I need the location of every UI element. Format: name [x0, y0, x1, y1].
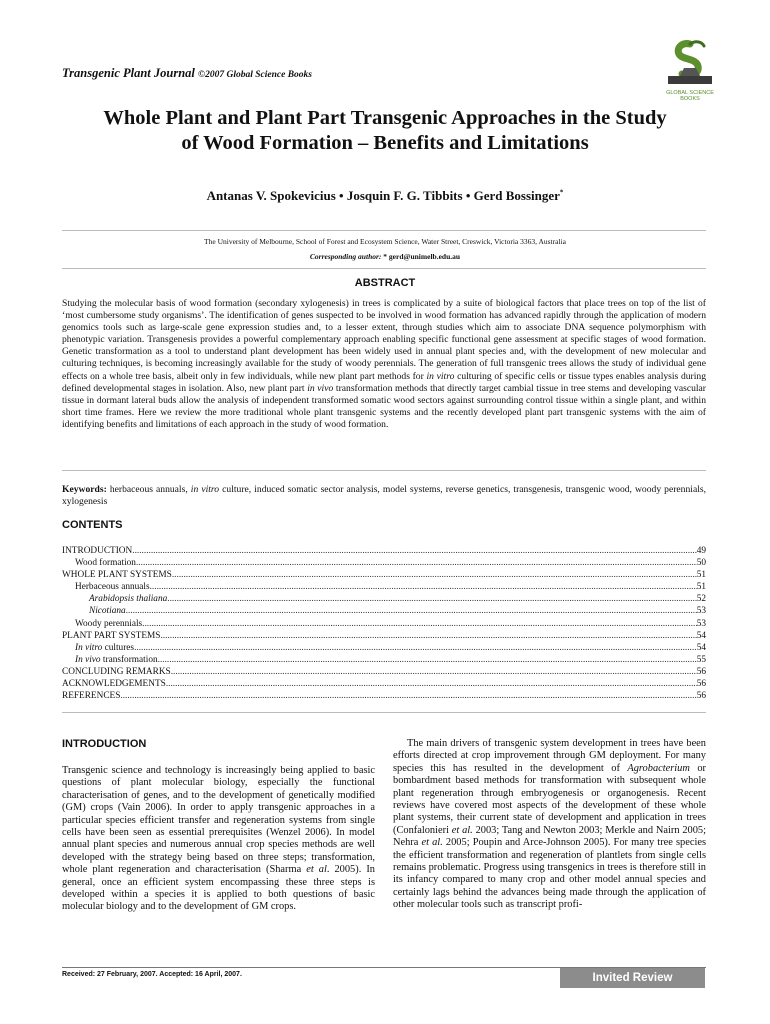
author-list	[40, 188, 730, 204]
toc-entry-in-vivo-transformation[interactable]: In vivo transformation ..... 55	[62, 654, 706, 666]
corresponding-label: Corresponding author:	[309, 252, 382, 261]
toc-entry-acknowledgements[interactable]: ACKNOWLEDGEMENTS ..... 56	[62, 678, 706, 690]
toc-entry-in-vitro-cultures[interactable]: In vitro cultures ..... 54	[62, 642, 706, 654]
copyright: ©2007 Global Science Books	[198, 70, 312, 80]
logo-caption	[655, 90, 725, 102]
corresponding-mark: *	[559, 188, 564, 197]
logo-text-line-1: GLOBAL SCIENCE	[666, 90, 714, 96]
divider	[62, 230, 706, 231]
article-title	[40, 106, 730, 156]
title-line-1: Whole Plant and Plant Part Transgenic Approaches in the Study	[103, 107, 667, 129]
toc-entry-whole-plant-systems[interactable]: WHOLE PLANT SYSTEMS ..... 51	[62, 569, 706, 581]
abstract-text: Studying the molecular basis of wood formation (secondary xylogenesis) in trees is complicated by a suite of biological factors that place trees on top of the list of ‘most cumbersome study organisms’. The identification of genes suspected to be involved in wood formation has advanced rapidly through the application of modern genomics tools such as large-scale gene expression studies and, to a lesser extent, through studies which aim to associate DNA sequence polymorphism with phenotypic variation. Transgenesis provides a powerful complementary approach enabling specific functional gene assessment at specific stages of wood formation. Genetic transformation as a tool to understand plant development has been widely used in annual plant species and, with the development of new molecular and culturing techniques, is becoming increasingly available for the study of woody perennials. The generation of full transgenic trees allows the study of individual gene effects on a whole tree basis, albeit only in few individuals, while new plant part methods for in vitro culturing of specific cells or tissue types enables analysis during defined developmental stages in isolation. Also, new plant part in vivo transformation methods that directly target cambial tissue in tree stems and developing vascular tissue in dormant lateral buds allow the analysis of independent transformed somatic wood sectors against surrounding control tissue within a single plant, and within short time frames. Here we review the more traditional whole plant transgenic systems and the recently developed plant part transgenic systems with the aim of identifying benefits and limitations of each approach in the study of wood formation.	[62, 298, 707, 430]
introduction-heading: INTRODUCTION	[62, 738, 147, 750]
logo-text-line-2: BOOKS	[680, 96, 700, 102]
abstract-heading: ABSTRACT	[354, 277, 416, 289]
toc-entry-wood-formation[interactable]: Wood formation ..... 50	[62, 557, 706, 569]
divider	[62, 712, 706, 713]
corresponding-email: * gerd@unimelb.edu.au	[381, 252, 461, 261]
toc-entry-nicotiana[interactable]: Nicotiana ..... 53	[62, 605, 706, 617]
divider	[62, 470, 706, 471]
journal-name: Transgenic Plant Journal	[62, 66, 195, 80]
toc-entry-concluding-remarks[interactable]: CONCLUDING REMARKS ..... 56	[62, 666, 706, 678]
received-dates: Received: 27 February, 2007. Accepted: 16 April, 2007.	[62, 971, 242, 978]
affiliation: The University of Melbourne, School of Forest and Ecosystem Science, Water Street, Creswick, Victoria 3363, Australia	[204, 237, 566, 246]
toc-entry-arabidopsis[interactable]: Arabidopsis thaliana ..... 52	[62, 593, 706, 605]
corresponding-author	[40, 252, 730, 261]
keywords: Keywords: herbaceous annuals, in vitro culture, induced somatic sector analysis, model systems, reverse genetics, transgenesis, transgenic wood, woody perennials, xylogenesis	[62, 484, 706, 508]
intro-right-column: The main drivers of transgenic system development in trees have been efforts directed at crop improvement through GM deployment. For many species this has resulted in the development of Agrobacterium or bombardment based methods for transformation with subsequent whole plant regeneration through embryogenesis or organogenesis. Recent reviews have covered most aspects of the development of these whole plant systems, their current state of development and application in trees (Confalonieri et al. 2003; Tang and Newton 2003; Merkle and Nairn 2005; Nehra et al. 2005; Poupin and Arce-Johnson 2005). For many tree species the efficient transformation and regeneration of plantlets from single cells remains problematic. Progress using transgenics in trees is therefore still in its infancy compared to many crop and other model annual species and certainly lags behind the advances being made through the application of other molecular tools such as transcript profi-	[393, 738, 706, 911]
toc-entry-woody-perennials[interactable]: Woody perennials ..... 53	[62, 618, 706, 630]
toc-entry-introduction[interactable]: INTRODUCTION ..... 49	[62, 545, 706, 557]
table-of-contents	[62, 545, 706, 702]
toc-entry-herbaceous-annuals[interactable]: Herbaceous annuals ..... 51	[62, 581, 706, 593]
contents-heading: CONTENTS	[62, 519, 123, 531]
keywords-label: Keywords:	[62, 484, 107, 495]
journal-header	[62, 66, 312, 81]
article-type-badge: Invited Review	[560, 968, 705, 988]
toc-entry-plant-part-systems[interactable]: PLANT PART SYSTEMS ..... 54	[62, 630, 706, 642]
title-line-2: of Wood Formation – Benefits and Limitations	[181, 132, 589, 154]
intro-left-column: Transgenic science and technology is increasingly being applied to basic questions of plant molecular biology, especially the functional characterisation of genes, and to the development of genetically modified (GM) crops (Vain 2006). In order to apply transgenic approaches in a particular species efficient transfer and regeneration systems from single cells have been seen as essential prerequisites (Wenzel 2006). In model annual plant species and numerous annual crop species methods are well developed with the strategy being based on three steps; transformation, whole plant regeneration and characterisation (Sharma et al. 2005). In general, once an efficient system encompassing these three steps is developed within a species it is applied to both questions of basic molecular biology and to the development of GM crops.	[62, 765, 375, 913]
divider	[62, 268, 706, 269]
toc-entry-references[interactable]: REFERENCES ..... 56	[62, 690, 706, 702]
authors-text: Antanas V. Spokevicius • Josquin F. G. Tibbits • Gerd Bossinger	[206, 188, 560, 203]
